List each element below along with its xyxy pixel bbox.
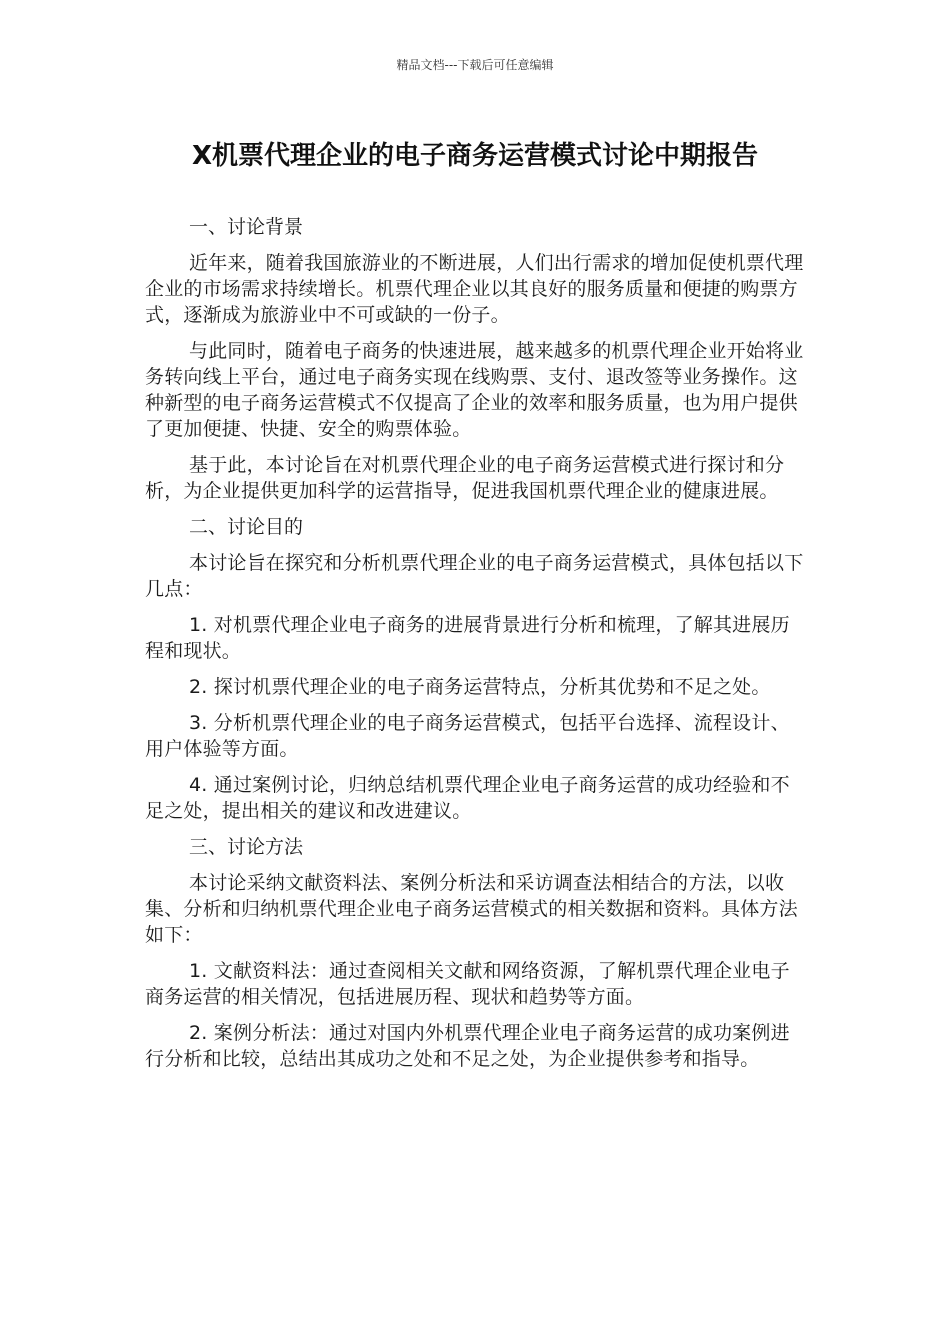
paragraph: 近年来，随着我国旅游业的不断进展，人们出行需求的增加促使机票代理企业的市场需求持续增长。机票代理企业以其良好的服务质量和便捷的购票方式，逐渐成为旅游业中不可或缺的一份子。	[145, 252, 804, 326]
section-heading-purpose: 二、讨论目的	[189, 516, 304, 538]
list-item: 4. 通过案例讨论，归纳总结机票代理企业电子商务运营的成功经验和不足之处，提出相关的建议和改进建议。	[145, 774, 790, 822]
section-heading-method: 三、讨论方法	[189, 836, 304, 858]
paragraph: 本讨论采纳文献资料法、案例分析法和采访调查法相结合的方法，以收集、分析和归纳机票代理企业电子商务运营模式的相关数据和资料。具体方法如下：	[145, 872, 798, 946]
document-title: X机票代理企业的电子商务运营模式讨论中期报告	[191, 141, 759, 171]
paragraph: 与此同时，随着电子商务的快速进展，越来越多的机票代理企业开始将业务转向线上平台，通过电子商务实现在线购票、支付、退改签等业务操作。这种新型的电子商务运营模式不仅提高了企业的效率和服务质量，也为用户提供了更加便捷、快捷、安全的购票体验。	[145, 340, 804, 440]
list-item: 1. 对机票代理企业电子商务的进展背景进行分析和梳理，了解其进展历程和现状。	[145, 614, 790, 662]
list-item: 2. 案例分析法：通过对国内外机票代理企业电子商务运营的成功案例进行分析和比较，总结出其成功之处和不足之处，为企业提供参考和指导。	[145, 1022, 790, 1070]
document-body	[145, 214, 805, 1082]
paragraph: 本讨论旨在探究和分析机票代理企业的电子商务运营模式，具体包括以下几点：	[145, 552, 804, 600]
list-item: 3. 分析机票代理企业的电子商务运营模式，包括平台选择、流程设计、用户体验等方面。	[145, 712, 790, 760]
header-note: 精品文档---下载后可任意编辑	[396, 58, 554, 72]
list-item: 1. 文献资料法：通过查阅相关文献和网络资源，了解机票代理企业电子商务运营的相关情况，包括进展历程、现状和趋势等方面。	[145, 960, 790, 1008]
paragraph: 基于此，本讨论旨在对机票代理企业的电子商务运营模式进行探讨和分析，为企业提供更加科学的运营指导，促进我国机票代理企业的健康进展。	[145, 454, 785, 502]
list-item: 2. 探讨机票代理企业的电子商务运营特点，分析其优势和不足之处。	[189, 676, 771, 698]
section-heading-background: 一、讨论背景	[189, 216, 304, 238]
